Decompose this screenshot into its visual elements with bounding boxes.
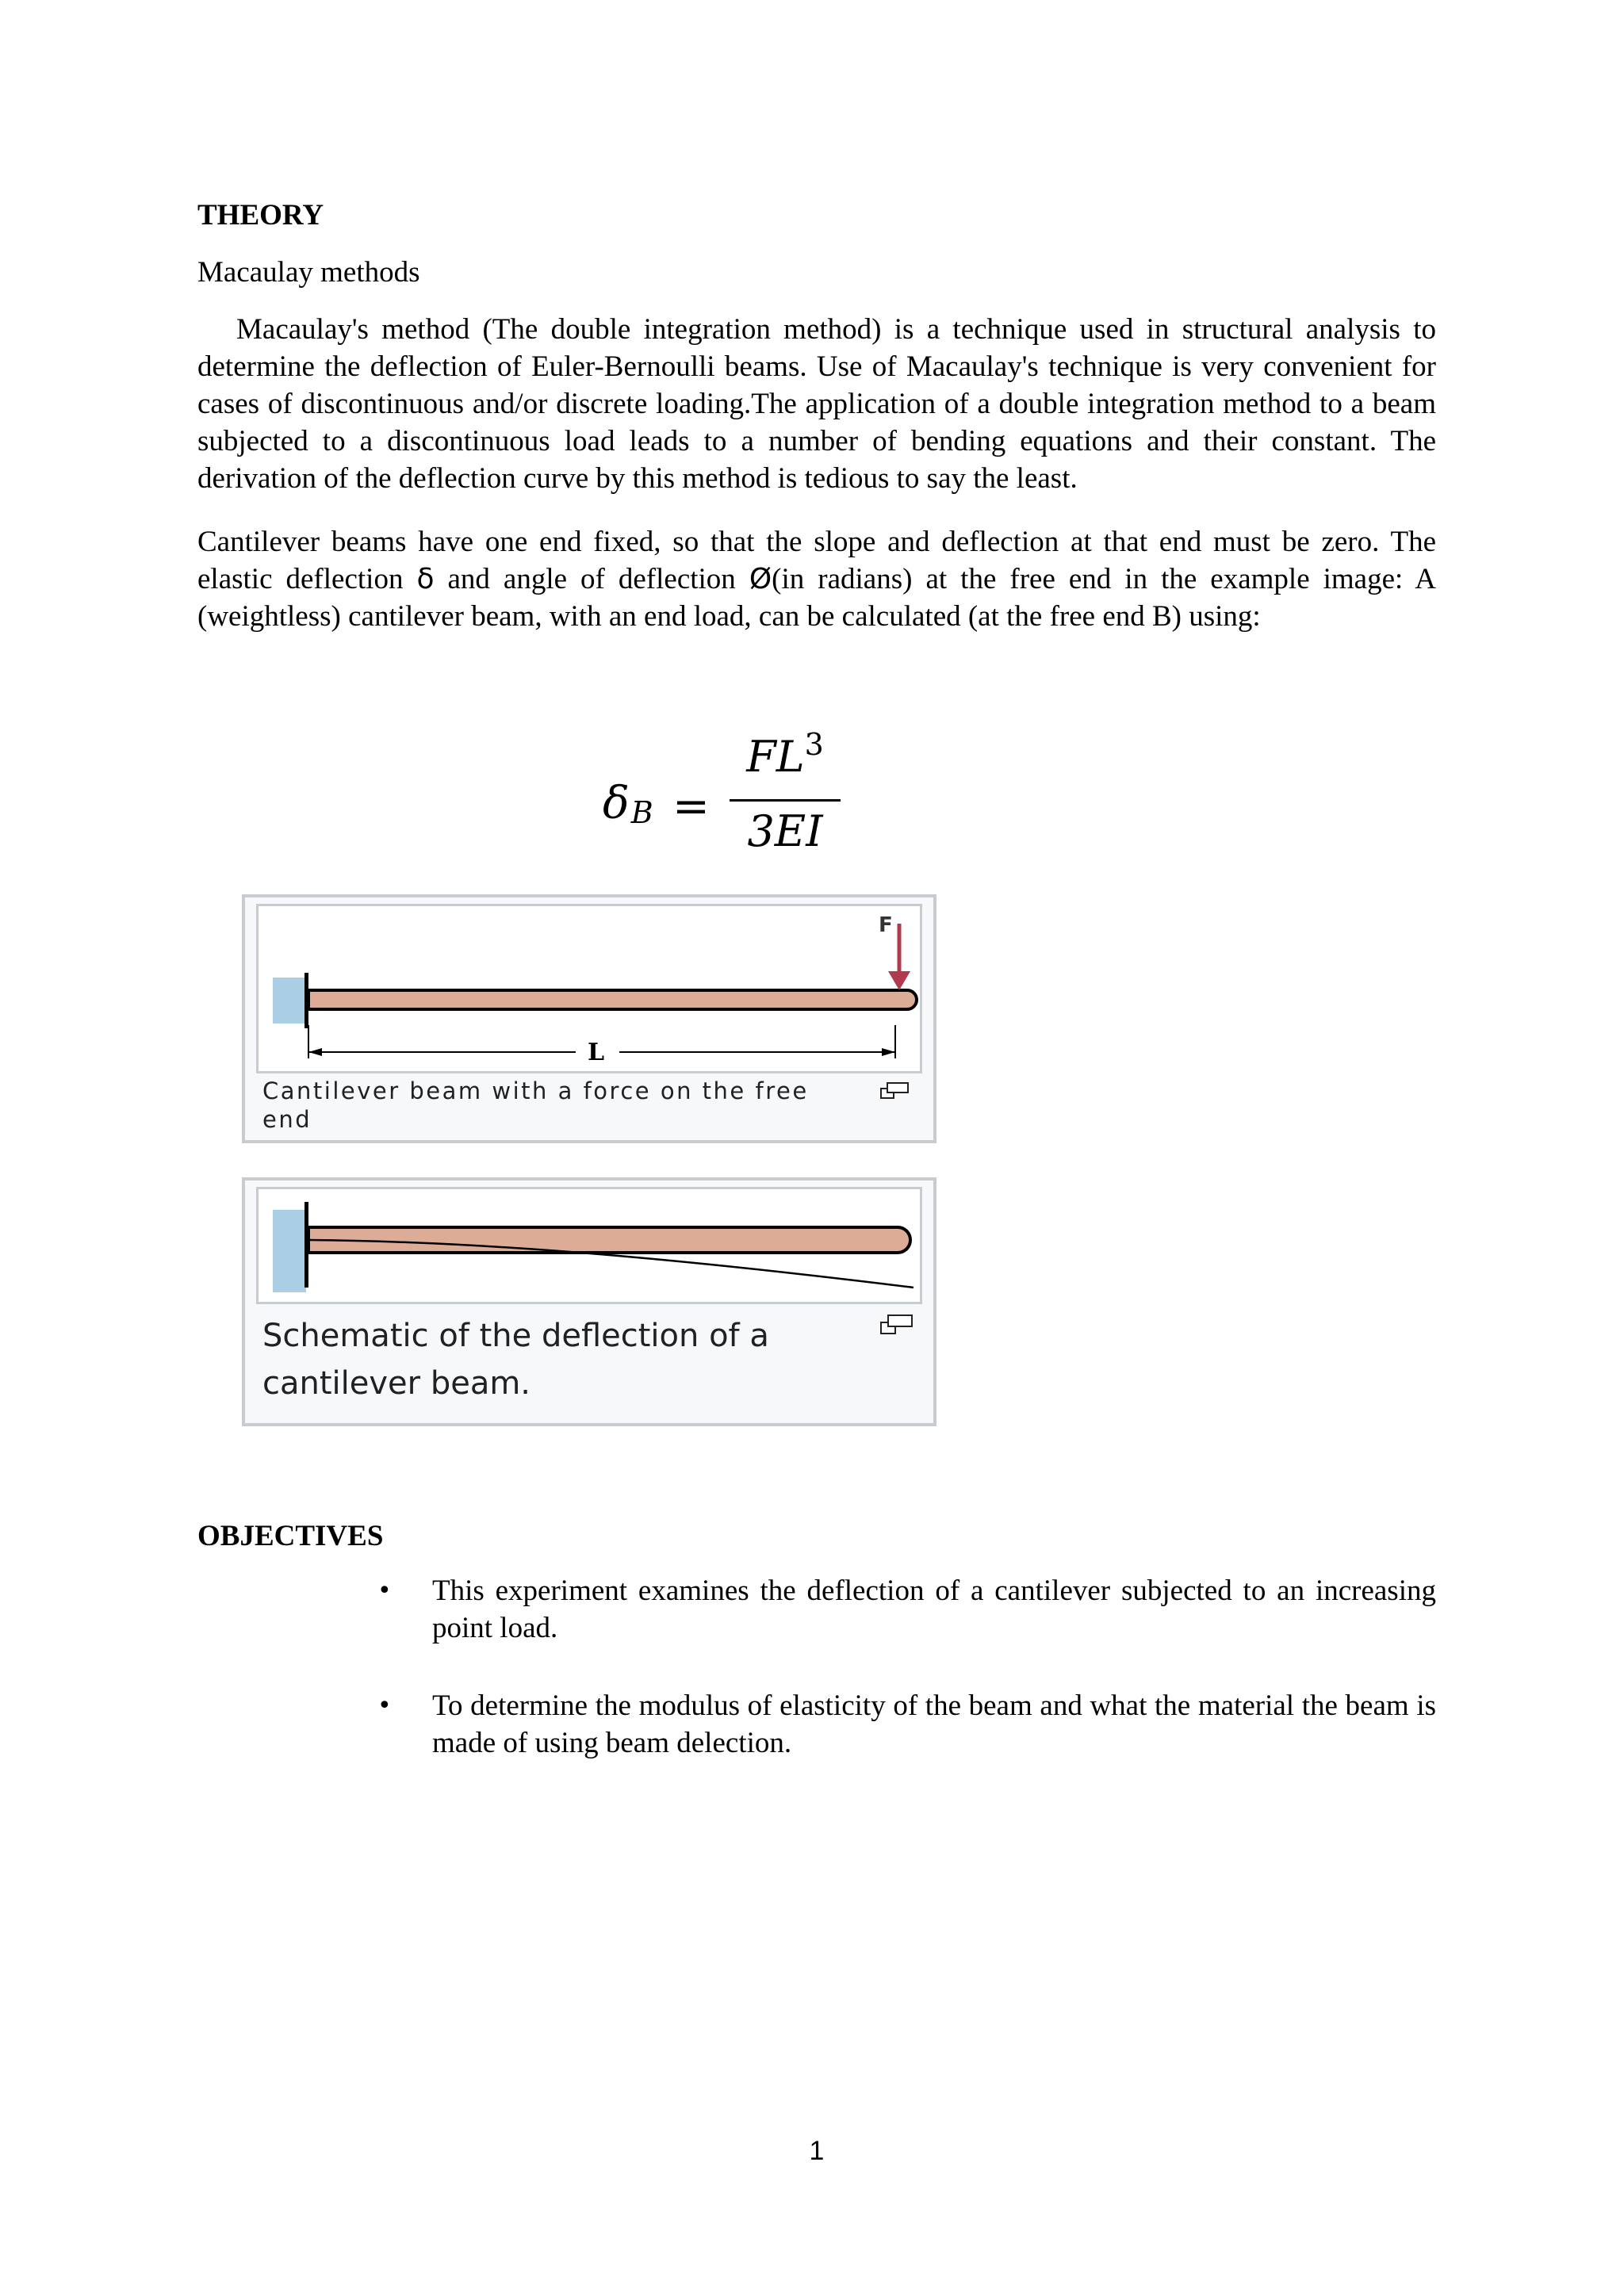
bullet: • <box>377 1577 392 1605</box>
figure-cantilever-force <box>242 894 936 1143</box>
deflection-diagram <box>259 1189 920 1302</box>
formula-lhs <box>603 778 653 829</box>
bullet: • <box>377 1692 392 1720</box>
formula-exponent: 3 <box>804 727 824 762</box>
enlarge-icon[interactable] <box>879 1314 914 1336</box>
list-item <box>377 1572 1436 1647</box>
enlarge-icon[interactable] <box>879 1081 911 1100</box>
list-item <box>377 1687 1436 1762</box>
delta-symbol: δ <box>416 563 435 595</box>
formula-numerator <box>730 727 841 782</box>
formula-equals: = <box>672 781 710 832</box>
force-label: F <box>879 913 893 937</box>
beam <box>308 990 917 1009</box>
force-arrow-head <box>888 971 910 990</box>
deflection-formula <box>603 727 841 860</box>
para2-text-c: (in radians) at the free end in the example image: A (weightless) cantilever beam, with an end load, can be calculated (at the free end B) using: <box>197 563 1436 633</box>
formula-numerator-text: FL <box>746 732 805 782</box>
formula-subscript: B <box>630 795 653 830</box>
fixed-support <box>273 978 306 1024</box>
theory-subheading: Macaulay methods <box>197 256 420 289</box>
figure-cantilever-deflection <box>242 1177 936 1426</box>
theory-paragraph-1: Macaulay's method (The double integration method) is a technique used in structural analysis to determine the deflection of Euler-Bernoulli beams. Use of Macaulay's technique is very convenient for cases of discontinuous and/or discrete loading.The application of a double integration method to a beam subjected to a discontinuous load leads to a number of bending equations and their constant. The derivation of the deflection curve by this method is tedious to say the least. <box>197 313 1436 495</box>
phi-symbol: Ø <box>749 563 772 595</box>
objective-text: To determine the modulus of elasticity of the beam and what the material the beam is made of using beam delection. <box>432 1689 1436 1759</box>
para2-text-a: Cantilever beams have one end fixed, so that the slope and deflection at that end must be zero. The elastic deflection <box>197 526 1436 595</box>
figure-2-image <box>256 1187 922 1304</box>
dimension-arrow-right <box>882 1048 895 1056</box>
figure-1-image <box>256 904 922 1073</box>
formula-denominator: 3EI <box>747 806 823 856</box>
formula-fraction-bar <box>730 799 841 802</box>
formula-delta: δ <box>603 778 630 829</box>
dimension-arrow-left <box>308 1048 322 1056</box>
para2-text-b: and angle of deflection <box>434 563 749 595</box>
length-label: L <box>588 1039 605 1066</box>
cantilever-force-diagram <box>259 906 920 1071</box>
beam <box>308 1227 910 1253</box>
objectives-heading: OBJECTIVES <box>197 1520 384 1552</box>
objective-text: This experiment examines the deflection of a cantilever subjected to an increasing point load. <box>432 1575 1436 1644</box>
page-number: 1 <box>809 2136 825 2166</box>
figure-2-caption: Schematic of the deflection of a cantilever beam. <box>262 1318 769 1402</box>
figure-1-caption: Cantilever beam with a force on the free end <box>262 1077 809 1133</box>
theory-paragraph-2 <box>197 523 1436 635</box>
fixed-support <box>273 1210 306 1292</box>
theory-heading: THEORY <box>197 199 324 232</box>
